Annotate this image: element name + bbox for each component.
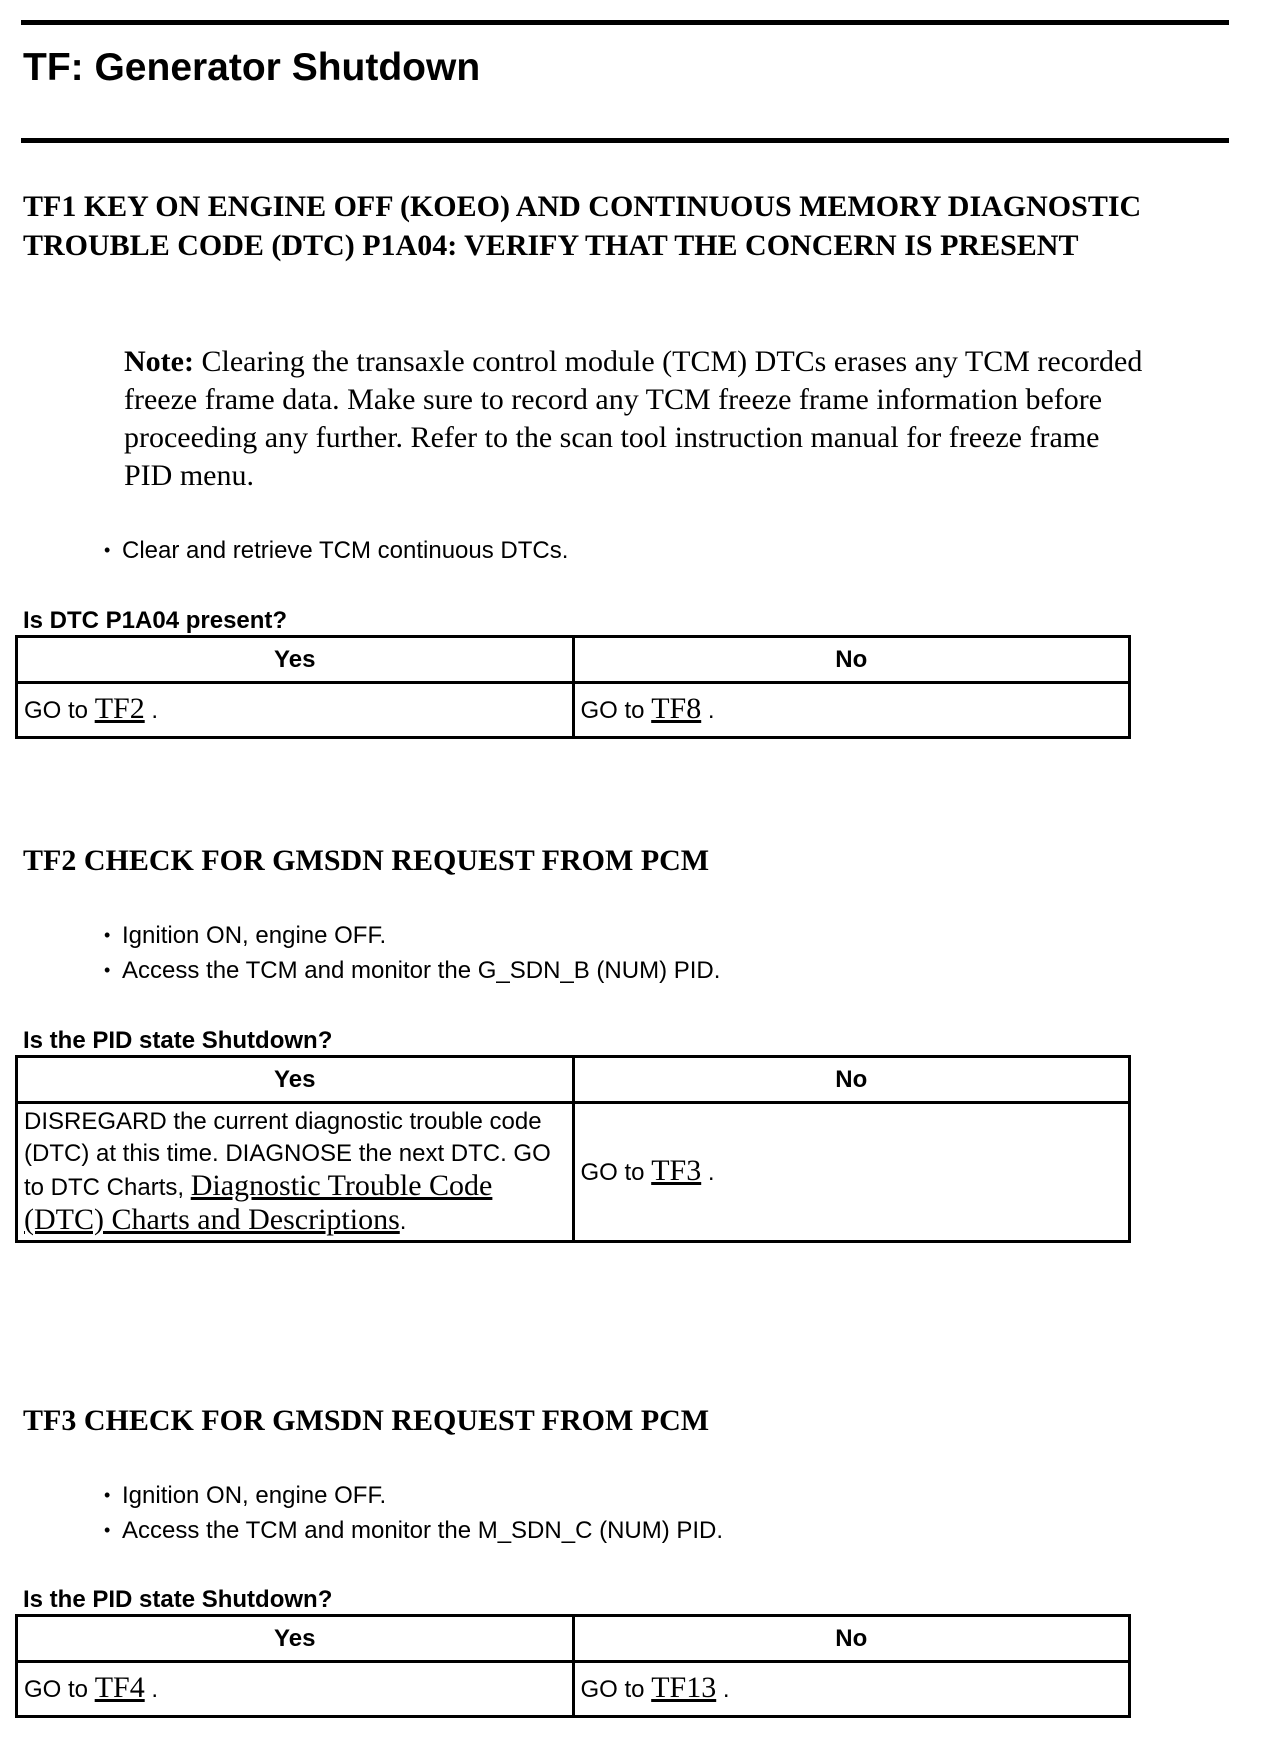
answer-table-tf3	[15, 1614, 1131, 1718]
yes-cell: GO to TF2 .	[17, 683, 574, 738]
link-tf8[interactable]: TF8	[651, 692, 702, 725]
page-title: TF: Generator Shutdown	[23, 46, 481, 89]
no-header: No	[573, 637, 1130, 683]
question-tf1: Is DTC P1A04 present?	[23, 607, 288, 634]
title-rule	[21, 138, 1229, 143]
no-cell: GO to TF3 .	[573, 1103, 1130, 1242]
table-row	[17, 1103, 1130, 1242]
answer-table-tf2	[15, 1055, 1131, 1243]
list-item: • Ignition ON, engine OFF.	[104, 1478, 723, 1513]
link-tf2[interactable]: TF2	[94, 692, 145, 725]
step-heading-tf2: TF2 CHECK FOR GMSDN REQUEST FROM PCM	[23, 844, 710, 877]
no-header: No	[573, 1057, 1130, 1103]
no-cell: GO to TF8 .	[573, 683, 1130, 738]
yes-cell: GO to TF4 .	[17, 1662, 574, 1717]
yes-header: Yes	[17, 637, 574, 683]
step-heading-tf1: TF1 KEY ON ENGINE OFF (KOEO) AND CONTINUOUS MEMORY DIAGNOSTIC TROUBLE CODE (DTC) P1A04: VERIFY THAT THE CONCERN IS PRESENT	[23, 190, 1142, 262]
table-row	[17, 683, 1130, 738]
no-cell: GO to TF13 .	[573, 1662, 1130, 1717]
link-tf13[interactable]: TF13	[651, 1671, 717, 1704]
bullet-list-tf2	[104, 918, 720, 988]
table-header-row	[17, 1057, 1130, 1103]
link-tf4[interactable]: TF4	[94, 1671, 145, 1704]
note-label: Note:	[124, 345, 194, 378]
note	[124, 343, 1144, 495]
answer-table-tf1	[15, 635, 1131, 739]
yes-header: Yes	[17, 1057, 574, 1103]
yes-header: Yes	[17, 1616, 574, 1662]
question-tf2: Is the PID state Shutdown?	[23, 1027, 333, 1054]
link-dtc-charts[interactable]: Diagnostic Trouble Code (DTC) Charts and Descriptions	[24, 1169, 493, 1236]
step-heading-tf3: TF3 CHECK FOR GMSDN REQUEST FROM PCM	[23, 1404, 710, 1437]
list-item: • Clear and retrieve TCM continuous DTCs.	[104, 533, 568, 568]
list-item: • Access the TCM and monitor the M_SDN_C (NUM) PID.	[104, 1513, 723, 1548]
top-rule	[21, 20, 1229, 25]
bullet-list-tf3	[104, 1478, 723, 1548]
yes-cell: DISREGARD the current diagnostic trouble code (DTC) at this time. DIAGNOSE the next DTC. GO to DTC Charts, Diagnostic Trouble Code (DTC) Charts and Descriptions.	[17, 1103, 574, 1242]
table-header-row	[17, 637, 1130, 683]
note-text: Clearing the transaxle control module (TCM) DTCs erases any TCM recorded freeze frame data. Make sure to record any TCM freeze frame information before proceeding any further. Refer to the scan tool instruction manual for freeze frame PID menu.	[124, 345, 1143, 492]
table-header-row	[17, 1616, 1130, 1662]
list-item: • Ignition ON, engine OFF.	[104, 918, 720, 953]
question-tf3: Is the PID state Shutdown?	[23, 1586, 333, 1613]
no-header: No	[573, 1616, 1130, 1662]
bullet-list-tf1	[104, 533, 568, 568]
table-row	[17, 1662, 1130, 1717]
link-tf3[interactable]: TF3	[651, 1154, 702, 1187]
list-item: • Access the TCM and monitor the G_SDN_B (NUM) PID.	[104, 953, 720, 988]
